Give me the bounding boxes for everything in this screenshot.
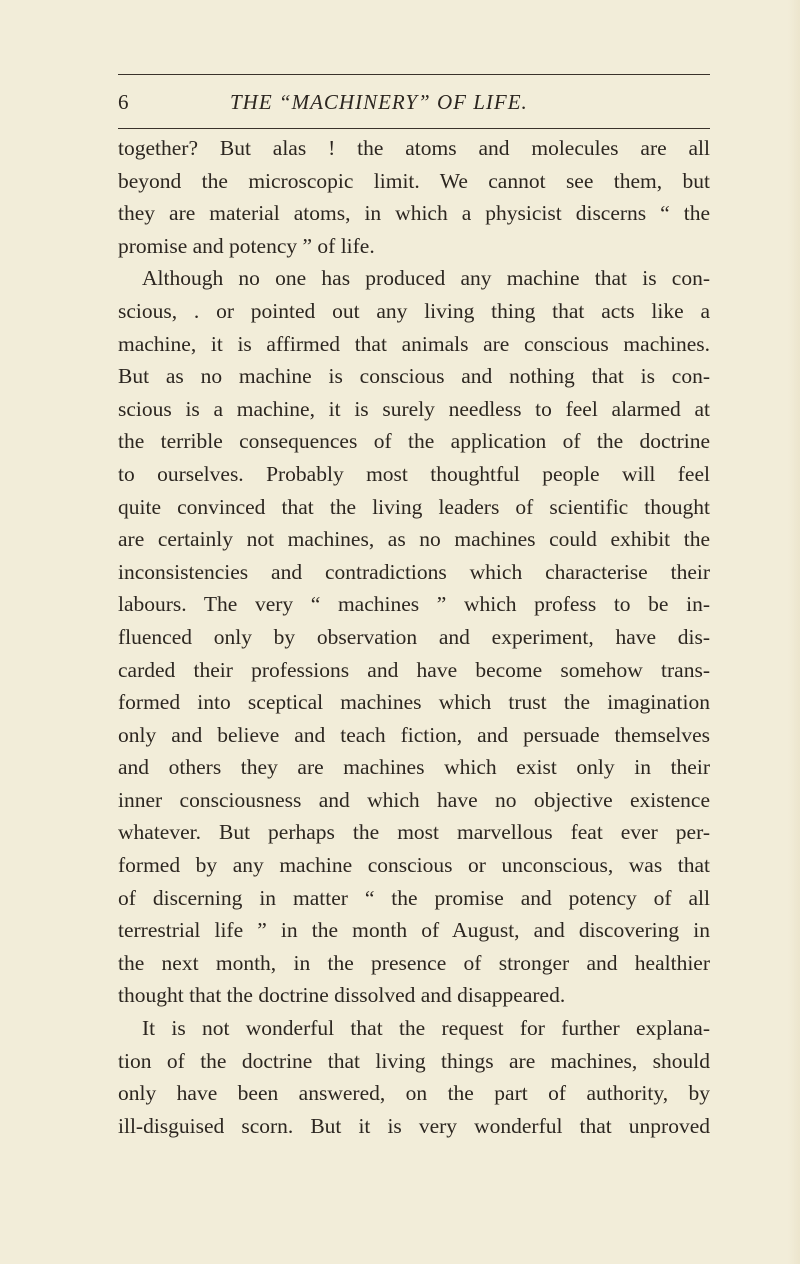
text-line: are certainly not machines, as no machines could exhibit the [118,527,710,552]
text-line: fluenced only by observation and experiment, have dis- [118,624,710,649]
text-line: only have been answered, on the part of authority, by [118,1081,710,1106]
text-line: thought that the doctrine dissolved and disappeared. [118,983,566,1008]
header-rule-bottom [118,128,710,129]
text-line: together? But alas ! the atoms and molecules are all [118,136,710,160]
running-header [118,84,710,120]
text-line: tion of the doctrine that living things are machines, should [118,1048,710,1073]
text-line: machine, it is affirmed that animals are conscious machines. [118,331,710,356]
text-line: to ourselves. Probably most thoughtful people will feel [118,461,710,486]
text-line: only and believe and teach fiction, and persuade themselves [118,722,710,747]
body-text [118,132,710,1142]
text-line: of discerning in matter “ the promise and potency of all [118,885,710,910]
text-line: the next month, in the presence of stronger and healthier [118,950,710,975]
text-line: inconsistencies and contradictions which characterise their [118,559,710,584]
text-line: whatever. But perhaps the most marvellous feat ever per- [118,820,710,845]
text-line: But as no machine is conscious and nothing that is con- [118,364,710,389]
text-line: labours. The very “ machines ” which profess to be in- [118,592,710,617]
header-rule-top [118,74,710,75]
text-line: ill-disguised scorn. But it is very wonderful that unproved [118,1113,710,1138]
text-line: quite convinced that the living leaders of scientific thought [118,494,710,519]
text-line: they are material atoms, in which a physicist discerns “ the [118,201,710,226]
text-line: and others they are machines which exist only in their [118,755,710,780]
text-line: Although no one has produced any machine that is con- [142,266,710,291]
text-line: scious is a machine, it is surely needless to feel alarmed at [118,396,710,421]
text-line: promise and potency ” of life. [118,233,375,258]
text-line: terrestrial life ” in the month of August, and discovering in [118,918,710,943]
running-title: THE “MACHINERY” OF LIFE. [230,90,528,114]
text-line: inner consciousness and which have no objective existence [118,787,710,812]
text-line: It is not wonderful that the request for further explana- [142,1016,710,1041]
page-number: 6 [118,90,129,114]
text-line: scious, . or pointed out any living thing that acts like a [118,298,710,323]
text-line: carded their professions and have become somehow trans- [118,657,710,682]
text-line: beyond the microscopic limit. We cannot see them, but [118,168,710,193]
page-edge-shadow [788,0,800,1264]
text-line: the terrible consequences of the application of the doctrine [118,429,710,454]
text-line: formed by any machine conscious or unconscious, was that [118,853,710,878]
text-line: formed into sceptical machines which trust the imagination [118,690,710,715]
